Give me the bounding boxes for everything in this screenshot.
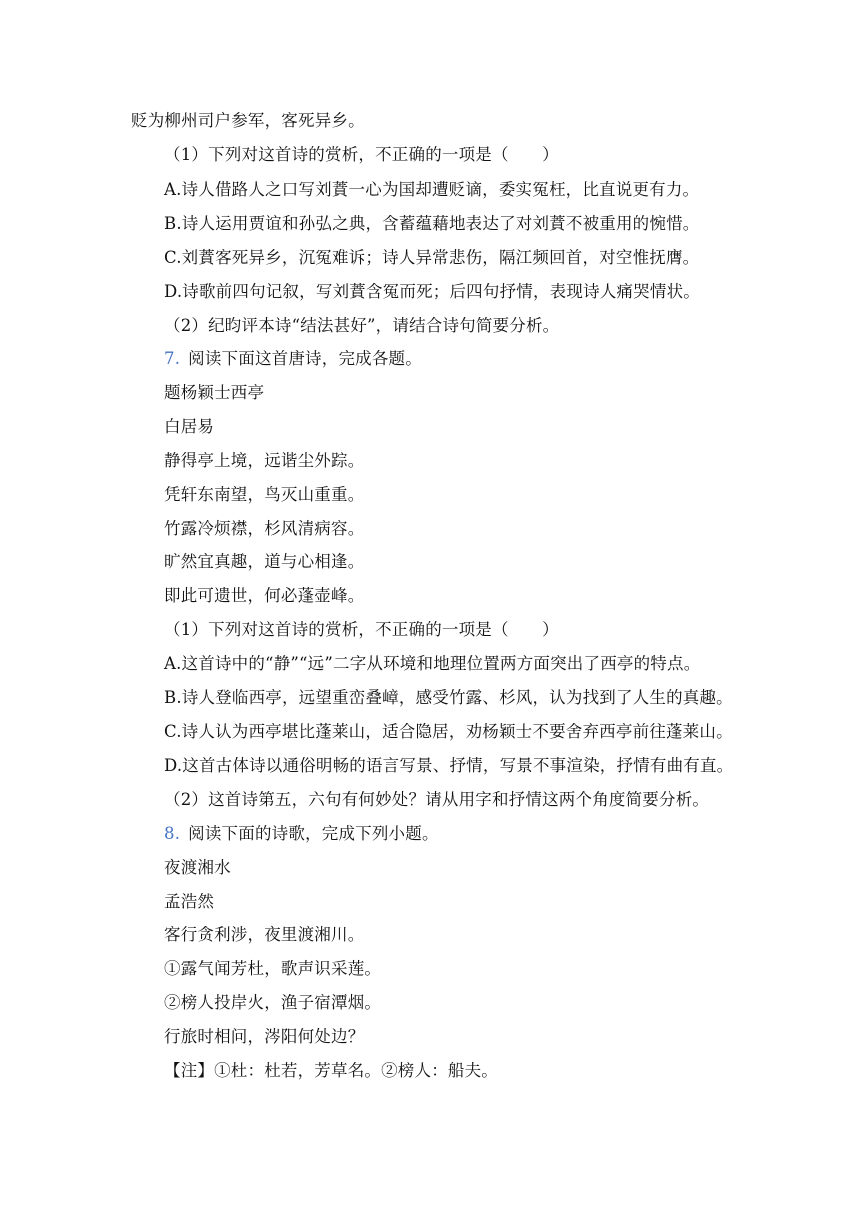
poem-line: 旷然宜真趣，道与心相逢。 <box>164 552 365 571</box>
option-d: D.诗歌前四句记叙，写刘蕡含冤而死；后四句抒情，表现诗人痛哭情状。 <box>164 282 700 301</box>
poem-line: 行旅时相问，涔阳何处边？ <box>164 1027 365 1046</box>
poem-line: ②榜人投岸火，渔子宿潭烟。 <box>164 993 382 1012</box>
question-instruction-8: 阅读下面的诗歌，完成下列小题。 <box>188 824 439 843</box>
poem-line: 凭轩东南望，鸟灭山重重。 <box>164 485 365 504</box>
option-a: A.这首诗中的“静”“远”二字从环境和地理位置两方面突出了西亭的特点。 <box>164 654 701 673</box>
poem-line: 竹露冷烦襟，杉风清病容。 <box>164 519 365 538</box>
question-number-8: 8. <box>164 824 181 843</box>
question-2-prompt: （2）这首诗第五，六句有何妙处？请从用字和抒情这两个角度简要分析。 <box>164 790 710 809</box>
poem-line: 客行贪利涉，夜里渡湘川。 <box>164 925 365 944</box>
option-a: A.诗人借路人之口写刘蕡一心为国却遭贬谪，委实冤枉，比直说更有力。 <box>164 180 700 199</box>
question-heading-7 <box>164 348 422 370</box>
poem-author: 孟浩然 <box>164 892 215 911</box>
poem-line: 静得亭上境，远谐尘外踪。 <box>164 451 365 470</box>
option-c: C.诗人认为西亭堪比蓬莱山，适合隐居，劝杨颖士不要舍弃西亭前往蓬莱山。 <box>164 722 733 741</box>
poem-line: 即此可遗世，何必蓬壶峰。 <box>164 586 365 605</box>
question-1-prompt: （1）下列对这首诗的赏析，不正确的一项是（ ） <box>164 620 559 639</box>
question-instruction-7: 阅读下面这首唐诗，完成各题。 <box>188 349 422 368</box>
question-heading-8 <box>164 823 439 845</box>
poem-title: 夜渡湘水 <box>164 858 231 877</box>
option-b: B.诗人登临西亭，远望重峦叠嶂，感受竹露、杉风，认为找到了人生的真趣。 <box>164 688 733 707</box>
question-number-7: 7. <box>164 349 181 368</box>
poem-author: 白居易 <box>164 417 215 436</box>
question-2-prompt: （2）纪昀评本诗“结法甚好”，请结合诗句简要分析。 <box>164 316 560 335</box>
poem-title: 题杨颖士西亭 <box>164 383 265 402</box>
option-b: B.诗人运用贾谊和孙弘之典，含蓄蕴藉地表达了对刘蕡不被重用的惋惜。 <box>164 214 700 233</box>
text-line: 贬为柳州司户参军，客死异乡。 <box>131 111 365 130</box>
poem-note: 【注】①杜：杜若，芳草名。②榜人：船夫。 <box>164 1061 498 1080</box>
poem-line: ①露气闻芳杜，歌声识采莲。 <box>164 959 382 978</box>
option-c: C.刘蕡客死异乡，沉冤难诉；诗人异常悲伤，隔江频回首，对空惟抚膺。 <box>164 248 700 267</box>
question-1-prompt: （1）下列对这首诗的赏析，不正确的一项是（ ） <box>164 145 559 164</box>
option-d: D.这首古体诗以通俗明畅的语言写景、抒情，写景不事渲染，抒情有曲有直。 <box>164 756 734 775</box>
